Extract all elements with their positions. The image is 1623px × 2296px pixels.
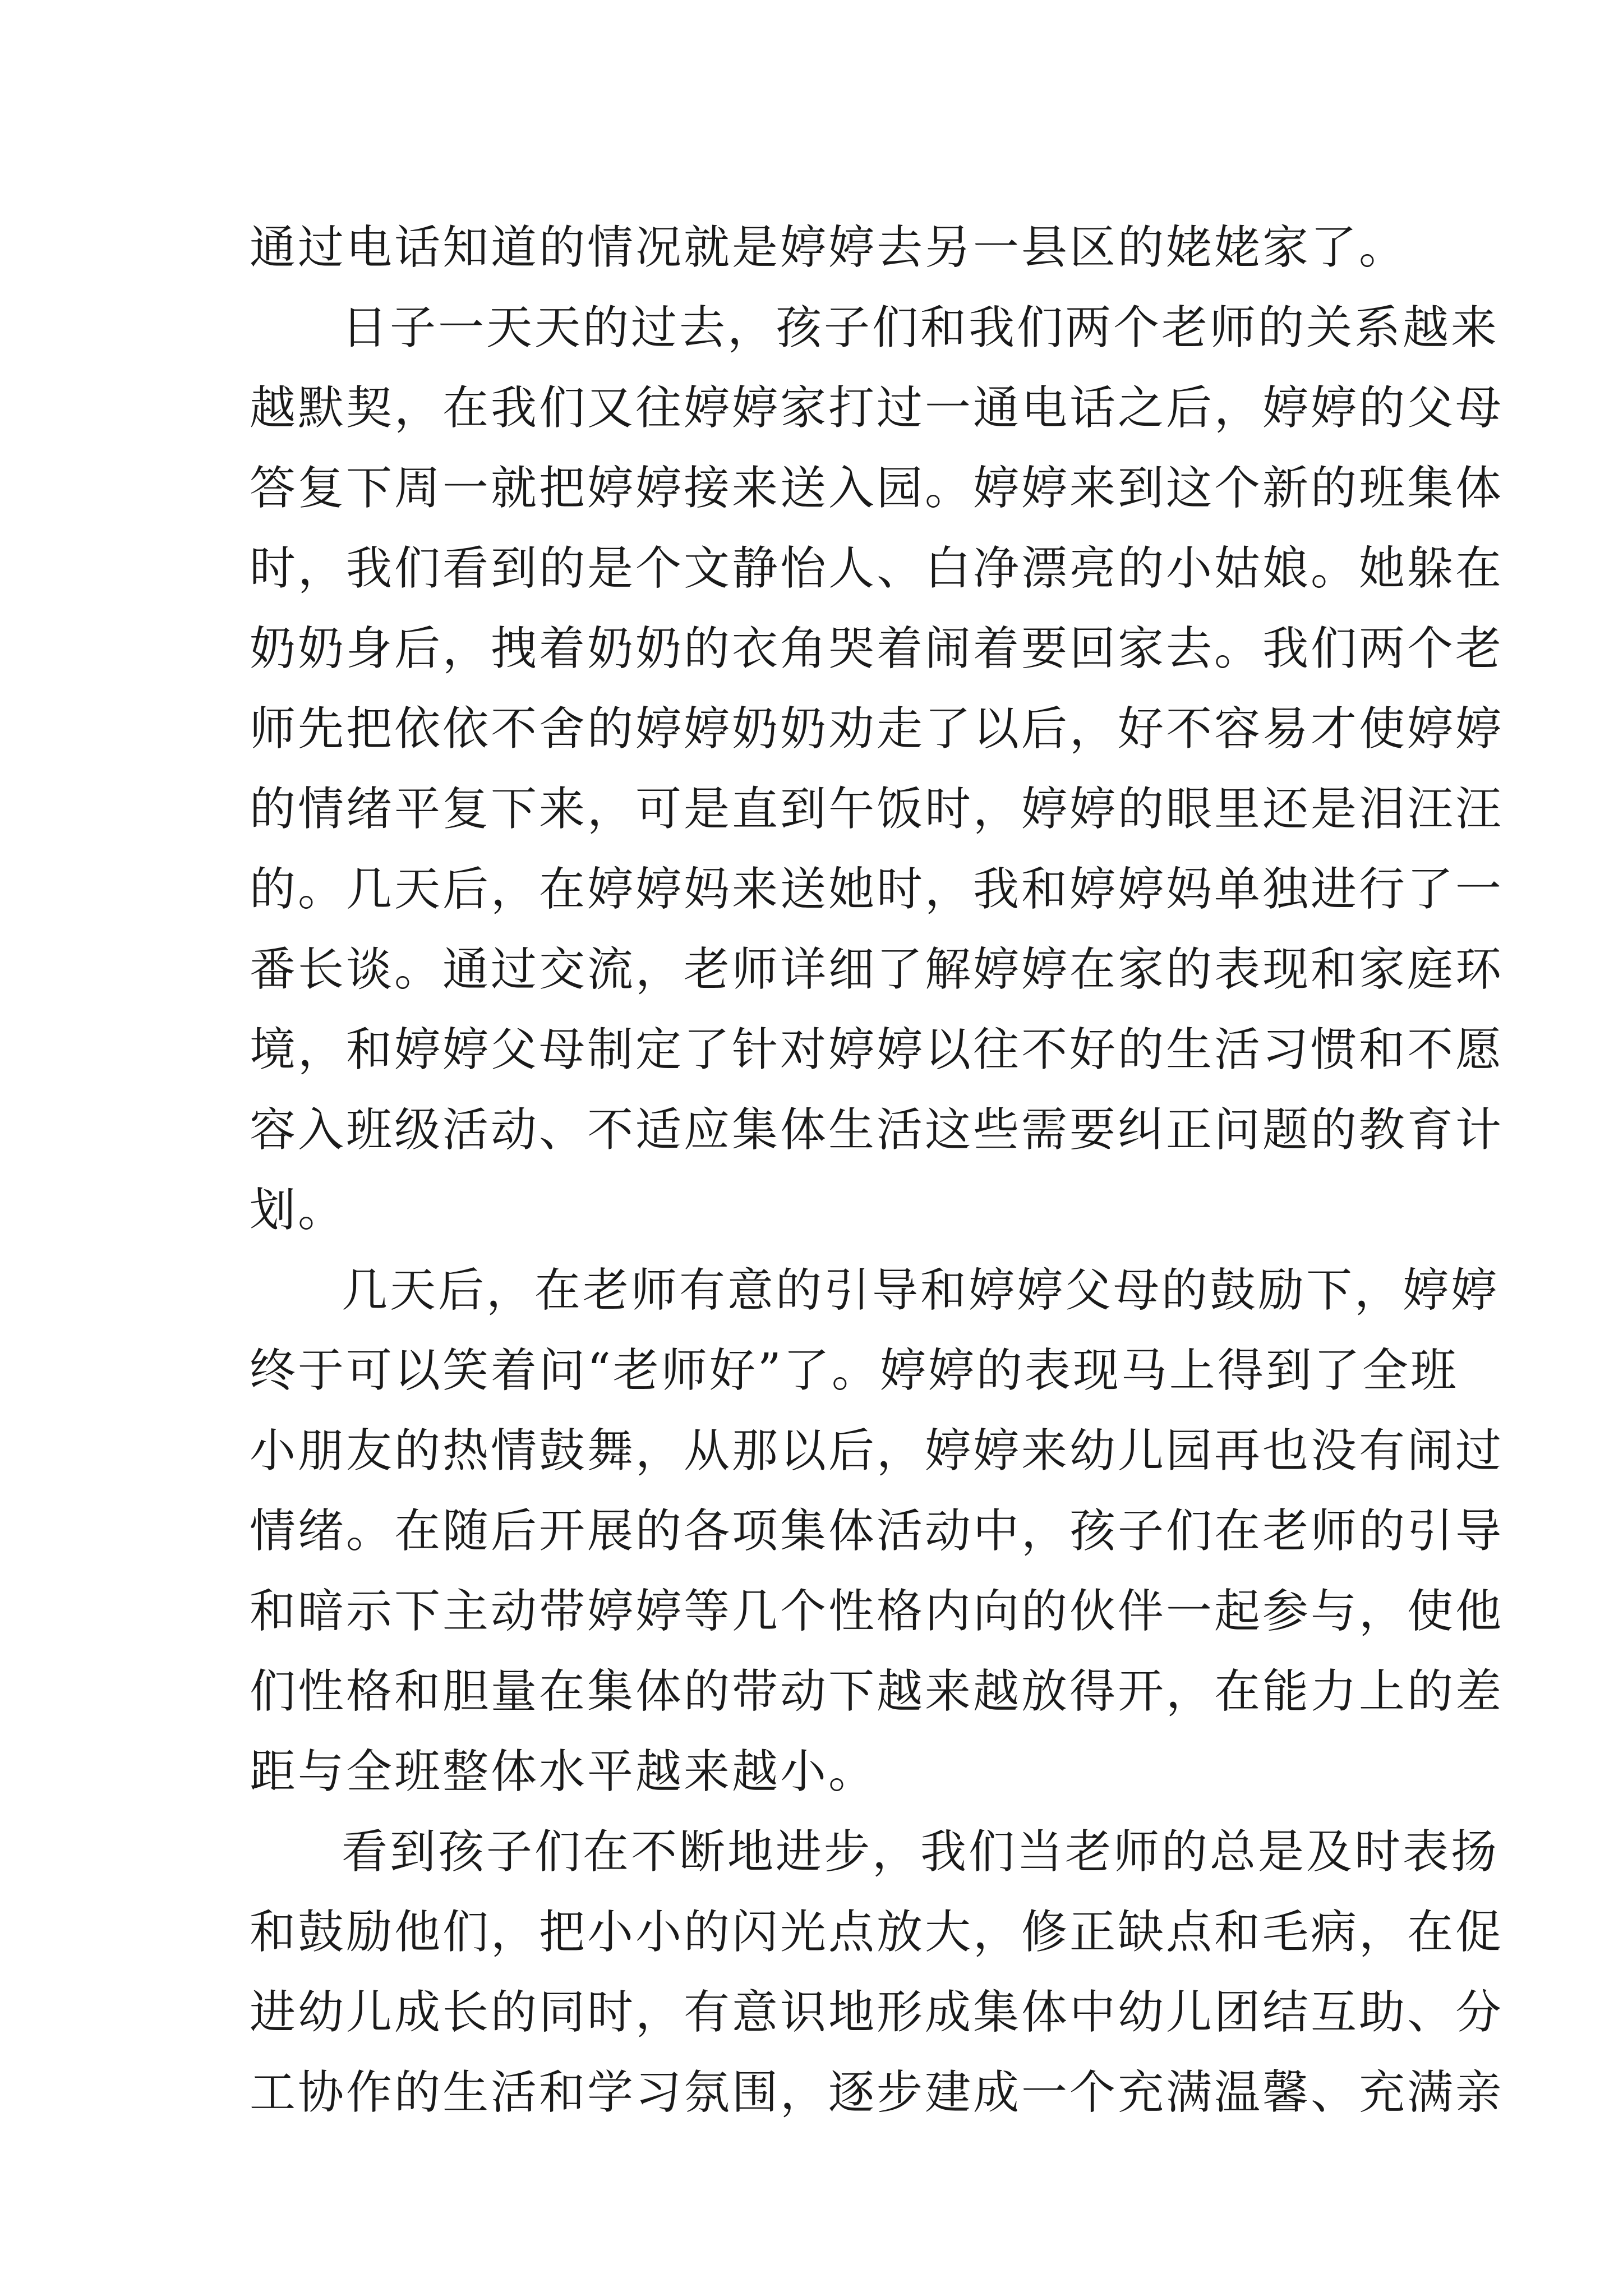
text-line: 工协作的生活和学习氛围，逐步建成一个充满温馨、充满亲 xyxy=(250,2066,1504,2119)
text-line: 答复下周一就把婷婷接来送入园。婷婷来到这个新的班集体 xyxy=(250,462,1504,515)
text-line: 奶奶身后，拽着奶奶的衣角哭着闹着要回家去。我们两个老 xyxy=(250,622,1504,675)
text-line: 距与全班整体水平越来越小。 xyxy=(250,1745,877,1798)
text-line: 的。几天后，在婷婷妈来送她时，我和婷婷妈单独进行了一 xyxy=(250,863,1504,916)
text-line: 看到孩子们在不断地进步，我们当老师的总是及时表扬 xyxy=(342,1825,1500,1879)
text-line: 境，和婷婷父母制定了针对婷婷以往不好的生活习惯和不愿 xyxy=(250,1023,1504,1076)
text-line: 和暗示下主动带婷婷等几个性格内向的伙伴一起参与，使他 xyxy=(250,1585,1504,1638)
text-line: 师先把依依不舍的婷婷奶奶劝走了以后，好不容易才使婷婷 xyxy=(250,702,1504,756)
text-line: 番长谈。通过交流，老师详细了解婷婷在家的表现和家庭环 xyxy=(250,943,1504,996)
text-line: 越默契，在我们又往婷婷家打过一通电话之后，婷婷的父母 xyxy=(250,381,1504,435)
text-line: 们性格和胆量在集体的带动下越来越放得开，在能力上的差 xyxy=(250,1665,1504,1718)
text-line: 和鼓励他们，把小小的闪光点放大，修正缺点和毛病，在促 xyxy=(250,1906,1504,1959)
text-line: 几天后，在老师有意的引导和婷婷父母的鼓励下，婷婷 xyxy=(342,1264,1500,1317)
text-line: 终于可以笑着问“老师好”了。婷婷的表现马上得到了全班 xyxy=(250,1344,1459,1397)
text-line: 情绪。在随后开展的各项集体活动中，孩子们在老师的引导 xyxy=(250,1504,1504,1558)
text-line: 容入班级活动、不适应集体生活这些需要纠正问题的教育计 xyxy=(250,1103,1504,1157)
body-text xyxy=(250,208,1504,2133)
text-line: 通过电话知道的情况就是婷婷去另一县区的姥姥家了。 xyxy=(250,221,1408,274)
text-line: 划。 xyxy=(250,1184,347,1237)
text-line: 的情绪平复下来，可是直到午饭时，婷婷的眼里还是泪汪汪 xyxy=(250,783,1504,836)
text-line: 进幼儿成长的同时，有意识地形成集体中幼儿团结互助、分 xyxy=(250,1986,1504,2039)
text-line: 小朋友的热情鼓舞，从那以后，婷婷来幼儿园再也没有闹过 xyxy=(250,1424,1504,1478)
text-line: 时，我们看到的是个文静怡人、白净漂亮的小姑娘。她躲在 xyxy=(250,542,1504,595)
text-line: 日子一天天的过去，孩子们和我们两个老师的关系越来 xyxy=(342,301,1500,355)
